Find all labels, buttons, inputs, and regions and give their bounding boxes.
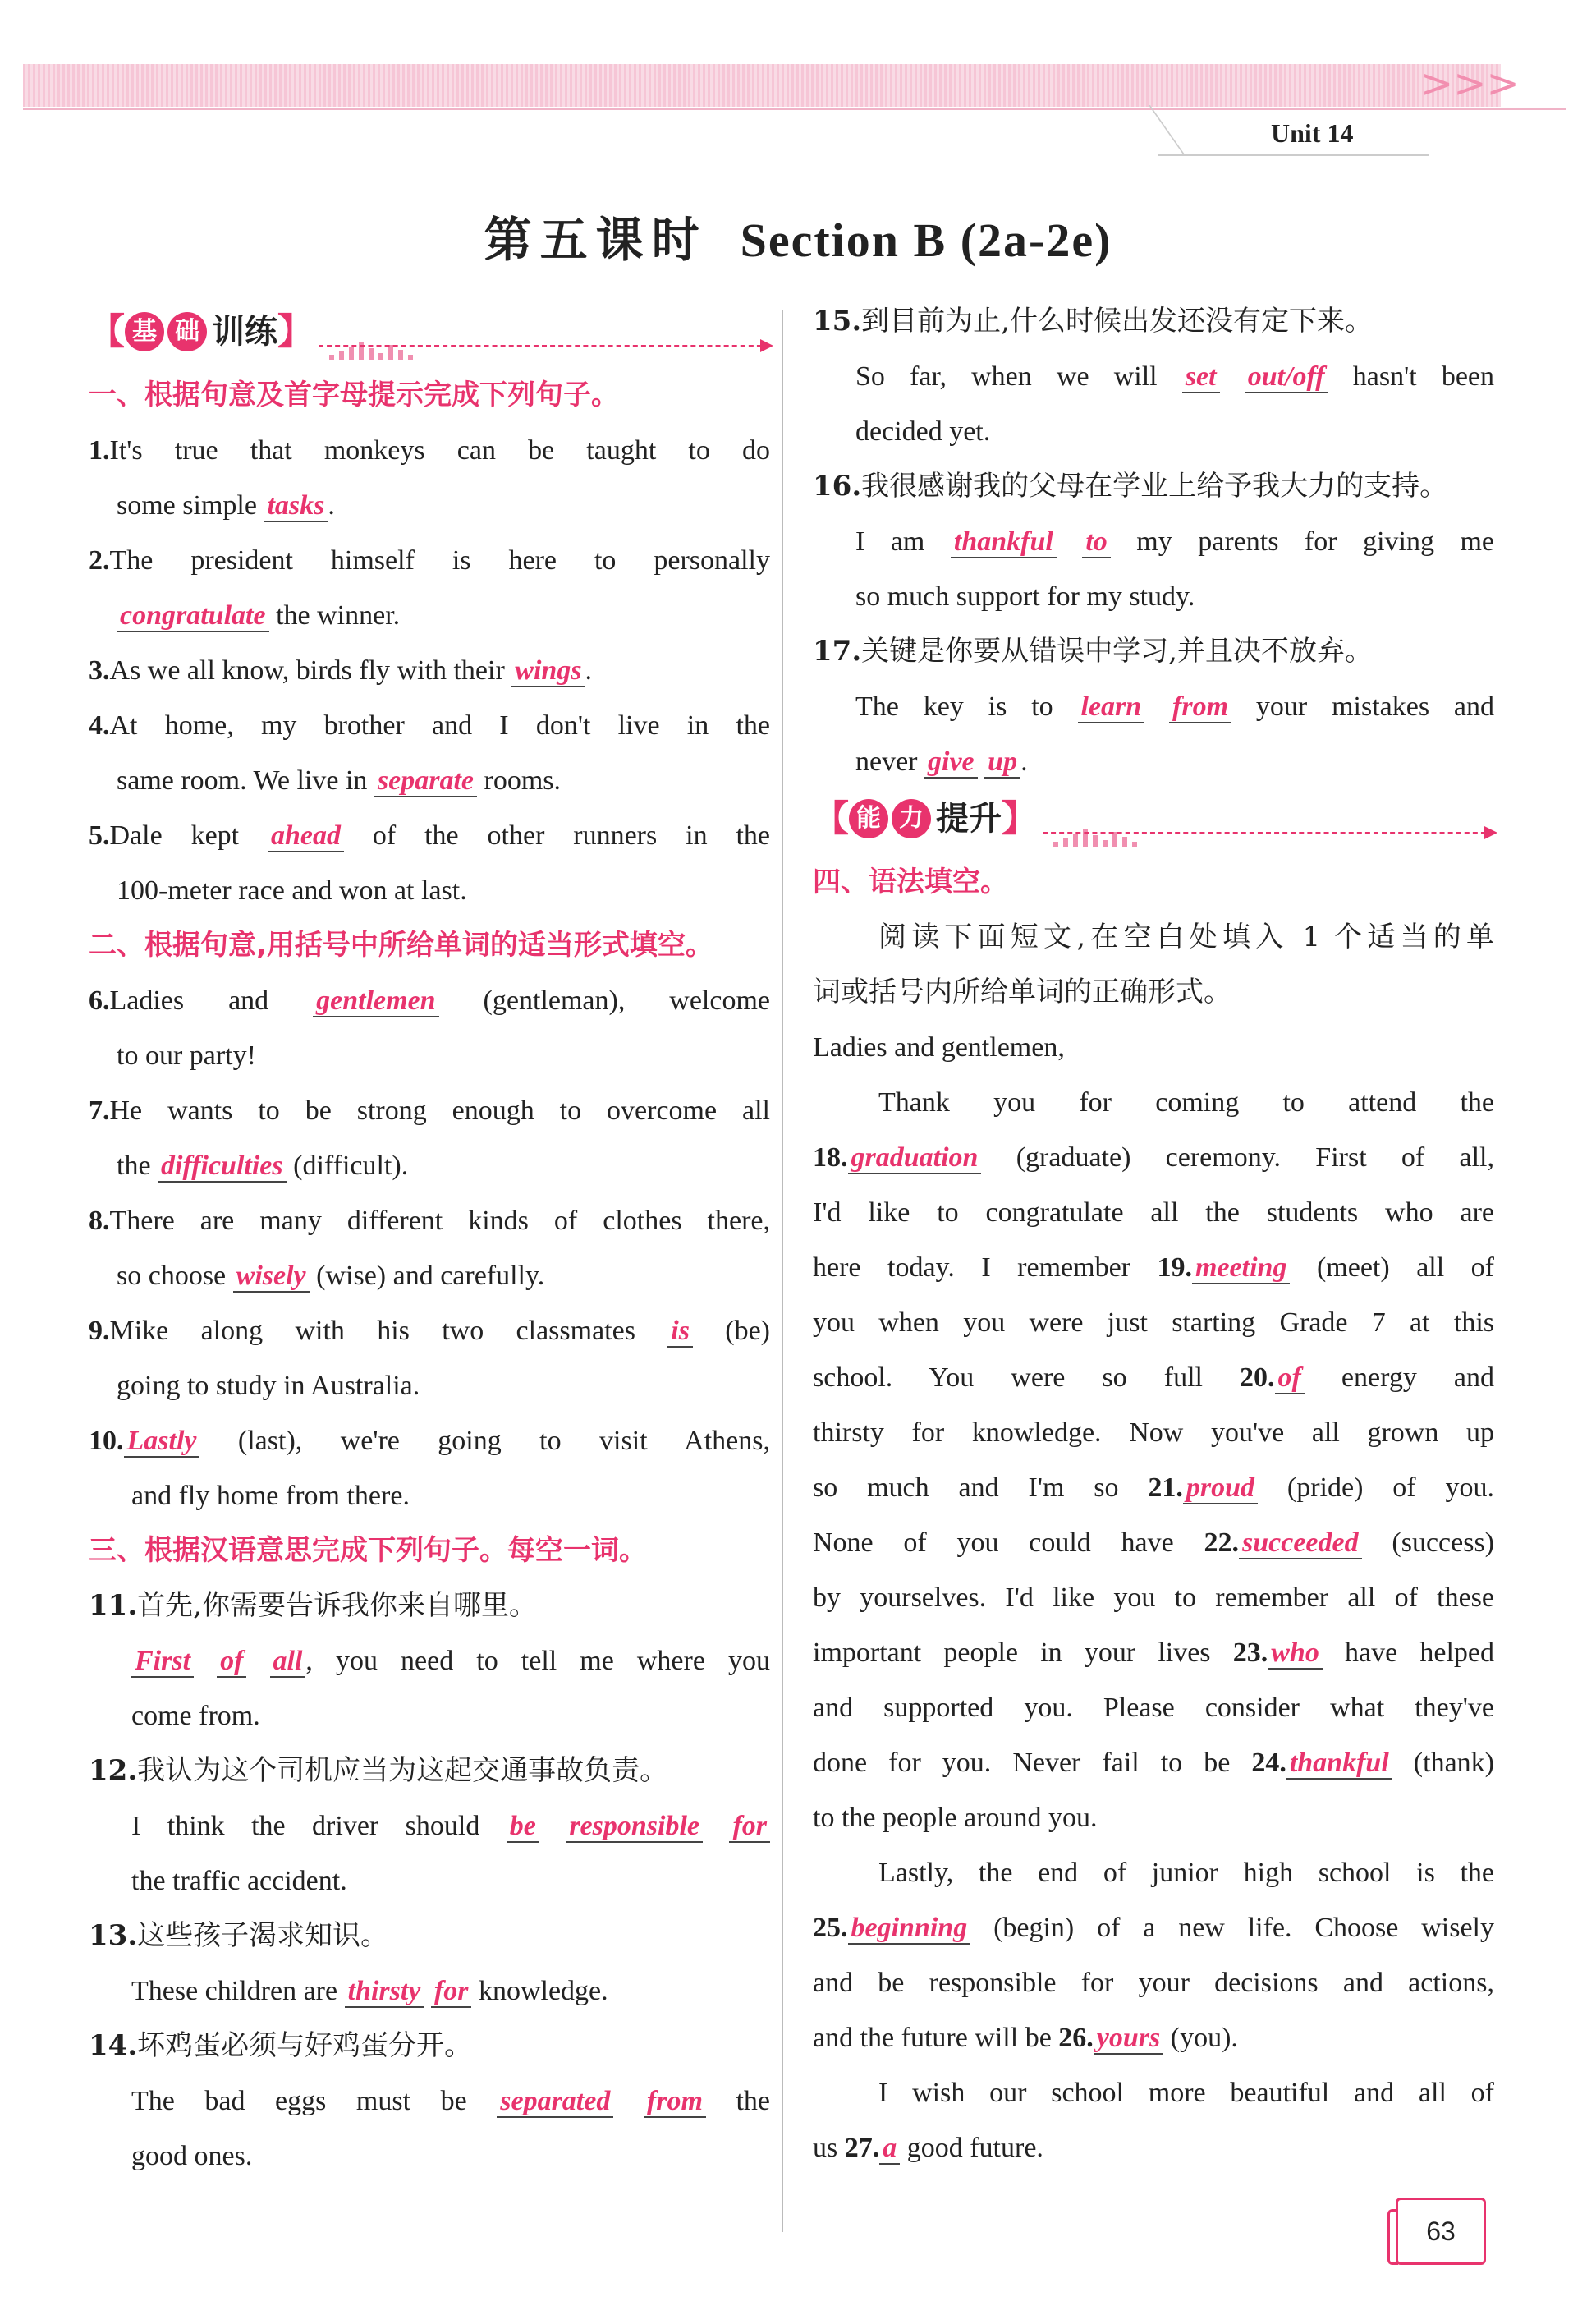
question-15-cont: decided yet.	[855, 416, 991, 447]
answer: thirsty	[345, 1976, 424, 2008]
question-12: 12.我认为这个司机应当为这起交通事故负责。	[89, 1754, 668, 1787]
bracket-close-icon: 】	[1002, 797, 1038, 840]
answer: all	[270, 1646, 306, 1678]
passage-line: Lastly, the end of junior high school is the	[878, 1858, 1494, 1888]
bracket-open-icon: 【	[89, 310, 125, 353]
page-number: 63	[1396, 2198, 1486, 2265]
column-divider	[782, 310, 783, 2232]
passage-line: I'd like to congratulate all the students who are	[813, 1197, 1494, 1228]
question-17-en: The key is to learn from your mistakes and	[855, 691, 1495, 722]
question-8: 8.There are many different kinds of clothes there,	[89, 1206, 770, 1236]
title-en: Section B (2a-2e)	[740, 214, 1112, 267]
answer: yours	[1094, 2023, 1163, 2055]
answer: separated	[497, 2086, 613, 2118]
answer: from	[1169, 691, 1231, 723]
question-4: 4.At home, my brother and I don't live in the	[89, 710, 770, 741]
question-10: 10. Lastly (last), we're going to visit Athens,	[89, 1426, 770, 1456]
question-4-cont: same room. We live in separate rooms.	[117, 765, 561, 796]
answer: learn	[1078, 691, 1145, 723]
answer: graduation	[848, 1142, 982, 1174]
page-title	[0, 201, 1596, 270]
question-9-cont: going to study in Australia.	[117, 1371, 420, 1401]
answer: Lastly	[124, 1426, 200, 1458]
passage-line: thirsty for knowledge. Now you've all grown up	[813, 1417, 1494, 1448]
badge-chu: 础	[167, 312, 207, 351]
passage-line: 18. graduation (graduate) ceremony. First of all,	[813, 1142, 1494, 1173]
question-9: 9.Mike along with his two classmates is (be)	[89, 1316, 770, 1346]
answer: thankful	[1286, 1748, 1392, 1780]
passage-instruction-cont: 词或括号内所给单词的正确形式。	[813, 976, 1231, 1008]
passage-line: 25. beginning (begin) of a new life. Choose wisely	[813, 1913, 1494, 1943]
answer: is	[667, 1316, 693, 1348]
question-1-cont: some simple tasks .	[117, 490, 335, 521]
answer: from	[644, 2086, 706, 2118]
left-column	[89, 302, 770, 2184]
question-17-cont: never give up .	[855, 746, 1028, 777]
badge-ji: 基	[125, 312, 164, 351]
question-2: 2.The president himself is here to personally	[89, 545, 770, 576]
title-cn: 第五课时	[484, 212, 708, 268]
section-banner-ability	[813, 789, 1494, 855]
dashed-arrow-icon	[1043, 832, 1494, 834]
bars-decoration-icon	[1053, 792, 1142, 847]
bracket-close-icon: 】	[277, 310, 314, 353]
answer: who	[1268, 1637, 1323, 1670]
question-12-cont: the traffic accident.	[131, 1866, 347, 1896]
question-15-en: So far, when we will set out/off hasn't been	[855, 361, 1495, 392]
answer: congratulate	[117, 600, 269, 632]
answer: tasks	[264, 490, 328, 522]
answer: wings	[511, 655, 585, 687]
answer: gentlemen	[313, 985, 438, 1017]
question-13: 13.这些孩子渴求知识。	[89, 1919, 389, 1952]
header-stripe	[23, 64, 1501, 107]
question-1: 1.It's true that monkeys can be taught to do	[89, 435, 770, 466]
question-6: 6.Ladies and gentlemen (gentleman), welcome	[89, 985, 770, 1016]
section-heading-2: 二、根据句意,用括号中所给单词的适当形式填空。	[89, 929, 713, 962]
question-5: 5.Dale kept ahead of the other runners in the	[89, 820, 771, 851]
passage-line: I wish our school more beautiful and all of	[878, 2078, 1494, 2108]
question-3: 3.As we all know, birds fly with their wings .	[89, 655, 593, 686]
answer: ahead	[268, 820, 344, 852]
question-10-cont: and fly home from there.	[131, 1481, 410, 1511]
passage-line: school. You were so full 20. of energy and	[813, 1362, 1494, 1393]
passage-line: None of you could have 22. succeeded (success)	[813, 1527, 1494, 1558]
section-heading-1: 一、根据句意及首字母提示完成下列句子。	[89, 379, 619, 411]
question-14: 14.坏鸡蛋必须与好鸡蛋分开。	[89, 2029, 473, 2062]
answer: up	[984, 746, 1020, 779]
section-banner-basic	[89, 302, 770, 368]
passage-line: Thank you for coming to attend the	[878, 1087, 1494, 1118]
passage-line: and supported you. Please consider what they've	[813, 1693, 1494, 1723]
section-heading-3: 三、根据汉语意思完成下列句子。每空一词。	[89, 1534, 647, 1567]
badge-neng: 能	[849, 799, 888, 838]
question-14-cont: good ones.	[131, 2141, 253, 2171]
passage-line: here today. I remember 19. meeting (meet) all of	[813, 1252, 1495, 1283]
question-12-en: I think the driver should be responsible for	[89, 1798, 770, 1853]
question-5-cont: 100-meter race and won at last.	[117, 875, 467, 906]
right-column	[813, 294, 1494, 2175]
answer: of	[217, 1646, 246, 1678]
section-heading-4: 四、语法填空。	[813, 866, 1008, 898]
question-13-en: These children are thirsty for knowledge.	[131, 1976, 608, 2006]
question-7-cont: the difficulties (difficult).	[117, 1151, 409, 1181]
answer: a	[879, 2133, 900, 2165]
answer: succeeded	[1239, 1527, 1362, 1559]
passage-line: so much and I'm so 21. proud (pride) of you.	[813, 1472, 1494, 1503]
answer: responsible	[566, 1811, 703, 1843]
passage-instruction: 阅读下面短文,在空白处填入 1 个适当的单	[878, 921, 1494, 953]
question-16: 16.我很感谢我的父母在学业上给予我大力的支持。	[813, 470, 1448, 503]
question-16-en: I am thankful to my parents for giving me	[855, 526, 1495, 557]
answer: First	[131, 1646, 194, 1678]
passage-line: and the future will be 26. yours (you).	[813, 2023, 1238, 2053]
bracket-open-icon: 【	[813, 797, 849, 840]
passage-line: you when you were just starting Grade 7 at this	[813, 1307, 1494, 1338]
passage-line: done for you. Never fail to be 24. thankful (thank)	[813, 1748, 1494, 1778]
answer: difficulties	[158, 1151, 287, 1183]
answer: meeting	[1192, 1252, 1290, 1284]
answer: for	[431, 1976, 472, 2008]
passage-greeting: Ladies and gentlemen,	[813, 1032, 1065, 1063]
question-15: 15.到目前为止,什么时候出发还没有定下来。	[813, 305, 1373, 338]
answer: thankful	[951, 526, 1057, 558]
question-8-cont: so choose wisely (wise) and carefully.	[117, 1261, 545, 1291]
passage-line: to the people around you.	[813, 1803, 1098, 1833]
answer: beginning	[848, 1913, 971, 1945]
answer: of	[1275, 1362, 1305, 1394]
question-16-cont: so much support for my study.	[855, 581, 1195, 612]
banner-label: 提升	[936, 799, 1002, 838]
answer: be	[507, 1811, 539, 1843]
question-2-cont: congratulate the winner.	[89, 588, 770, 643]
answer: set	[1182, 361, 1220, 393]
question-17: 17.关键是你要从错误中学习,并且决不放弃。	[813, 635, 1373, 668]
answer: proud	[1183, 1472, 1258, 1504]
question-14-en: The bad eggs must be separated from the	[131, 2086, 770, 2116]
passage-line: important people in your lives 23. who have helped	[813, 1637, 1495, 1668]
question-11-cont: come from.	[131, 1701, 260, 1731]
answer: wisely	[233, 1261, 310, 1293]
question-11-en: First of all , you need to tell me where you	[89, 1633, 770, 1688]
question-6-cont: to our party!	[117, 1040, 256, 1071]
question-7: 7.He wants to be strong enough to overcome all	[89, 1095, 770, 1126]
answer: separate	[374, 765, 477, 797]
passage-line: by yourselves. I'd like you to remember all of these	[813, 1582, 1494, 1613]
answer: out/off	[1245, 361, 1328, 393]
passage-line: and be responsible for your decisions and actions,	[813, 1968, 1494, 1998]
question-11: 11.首先,你需要告诉我你来自哪里。	[89, 1589, 537, 1622]
passage-line: us 27. a good future.	[813, 2133, 1043, 2163]
banner-label: 训练	[212, 312, 277, 351]
unit-label: Unit 14	[1271, 118, 1354, 148]
badge-li: 力	[892, 799, 931, 838]
dashed-arrow-icon	[319, 345, 770, 347]
chevron-right-icon: >>>	[1420, 61, 1520, 107]
answer: for	[729, 1811, 770, 1843]
answer: give	[924, 746, 978, 779]
bars-decoration-icon	[329, 305, 418, 360]
answer: to	[1082, 526, 1110, 558]
